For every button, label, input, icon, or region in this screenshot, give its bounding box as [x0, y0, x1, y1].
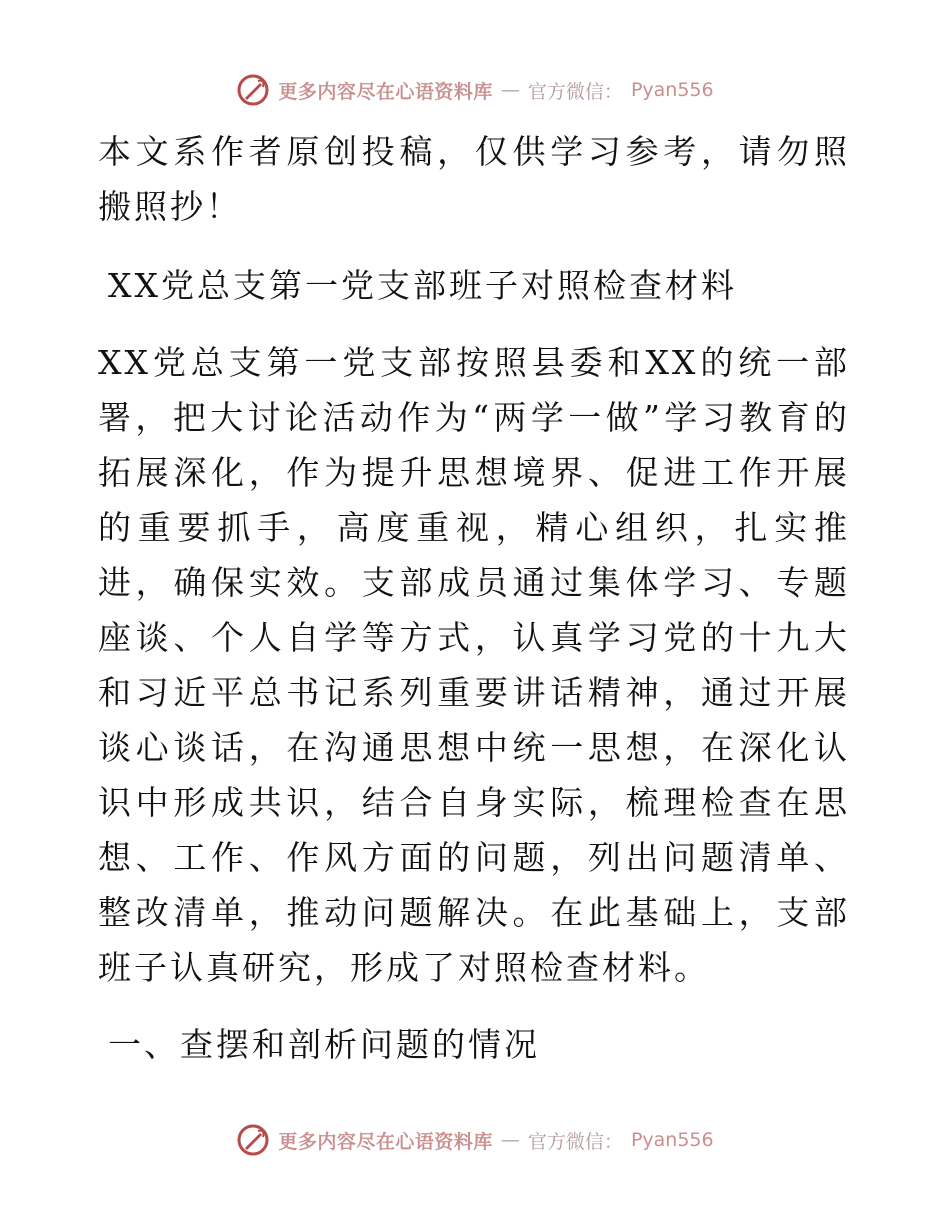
section-heading: 一、查摆和剖析问题的情况 — [108, 1025, 540, 1064]
watermark-main-text: 更多内容尽在心语资料库 — [278, 1130, 493, 1153]
watermark-separator: — — [500, 1129, 520, 1151]
document-content — [98, 118, 850, 1072]
quill-logo-icon — [236, 1123, 270, 1157]
header-watermark — [0, 68, 950, 112]
watermark-wechat-id: Pyan556 — [630, 1129, 714, 1151]
watermark-wechat-label: 官方微信： — [527, 80, 623, 103]
quill-logo-icon — [236, 73, 270, 107]
watermark-separator: — — [500, 79, 520, 101]
document-title: XX党总支第一党支部班子对照检查材料 — [108, 266, 737, 305]
copyright-notice: 本文系作者原创投稿，仅供学习参考，请勿照搬照抄！ — [98, 132, 850, 226]
watermark-wechat-label: 官方微信： — [527, 1130, 623, 1153]
body-paragraph: XX党总支第一党支部按照县委和XX的统一部署，把大讨论活动作为“两学一做”学习教育的拓展深化，作为提升思想境界、促进工作开展的重要抓手，高度重视，精心组织，扎实推进，确保实效。支部成员通过集体学习、专题座谈、个人自学等方式，认真学习党的十九大和习近平总书记系列重要讲话精神，通过开展谈心谈话，在沟通思想中统一思想，在深化认识中形成共识，结合自身实际，梳理检查在思想、工作、作风方面的问题，列出问题清单、整改清单，推动问题解决。在此基础上，支部班子认真研究，形成了对照检查材料。 — [98, 343, 850, 987]
watermark-wechat-id: Pyan556 — [630, 79, 714, 101]
watermark-main-text: 更多内容尽在心语资料库 — [278, 80, 493, 103]
footer-watermark — [0, 1118, 950, 1162]
